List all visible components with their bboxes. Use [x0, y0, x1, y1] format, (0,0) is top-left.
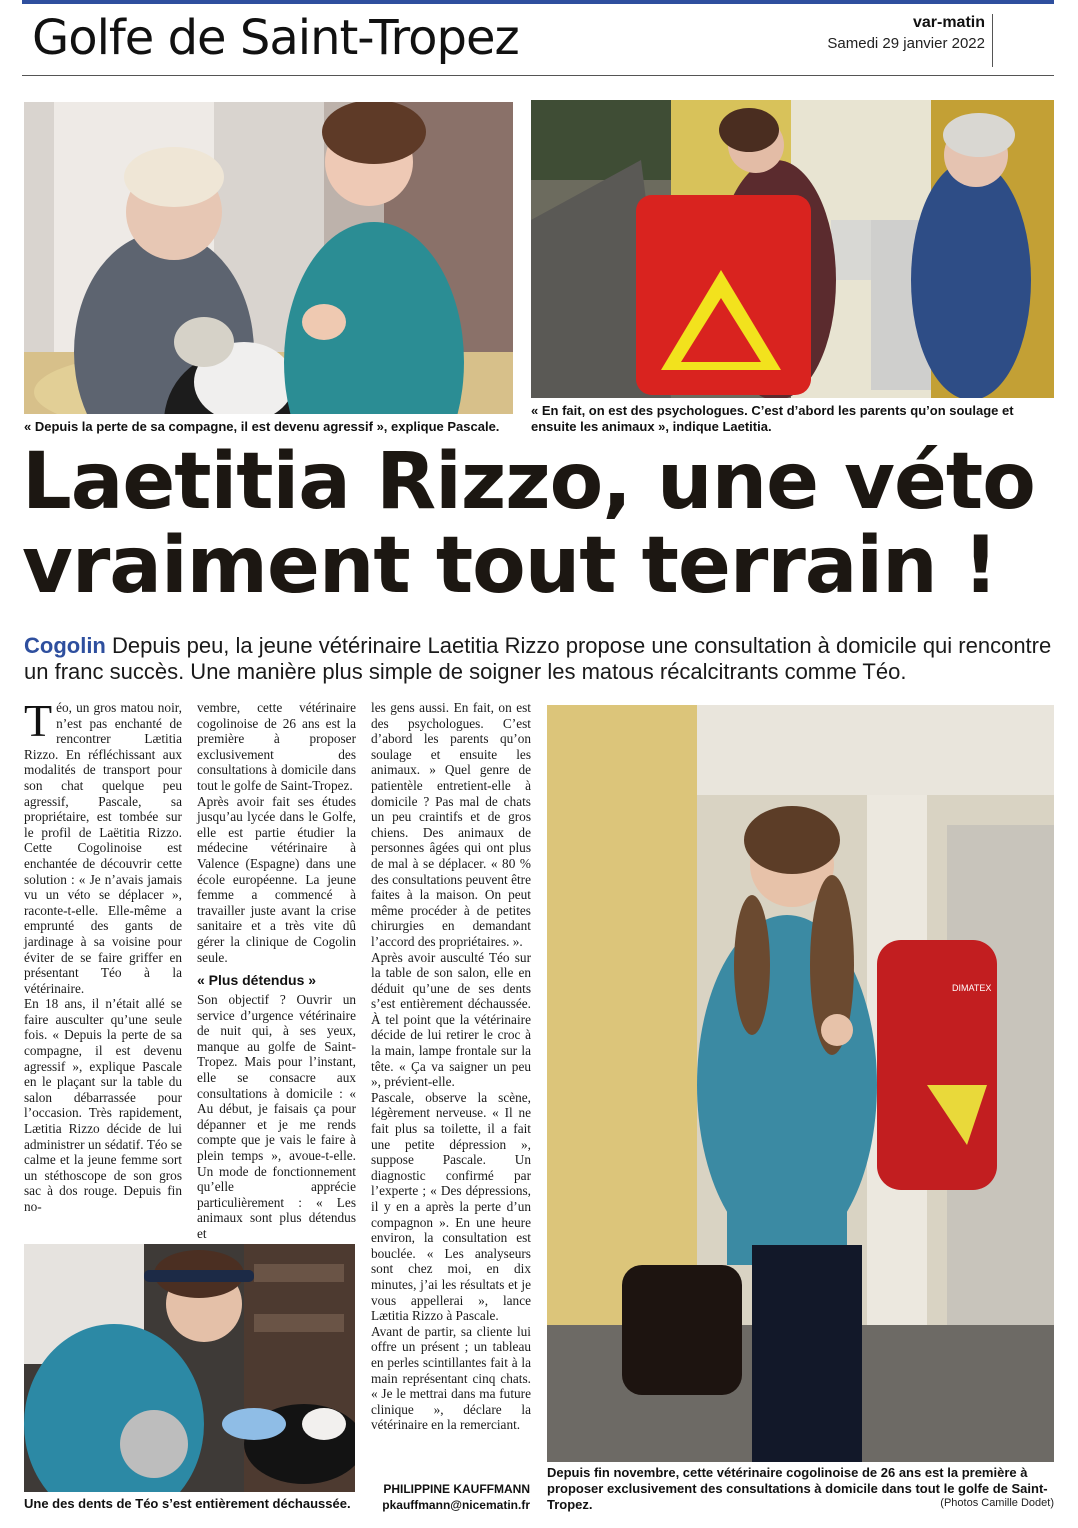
photo-tooth-extraction: [24, 1244, 355, 1492]
photo-caption: Depuis fin novembre, cette vétérinaire cogolinoise de 26 ans est la première à proposer exclusivement des consultations à domicile dans tout le golfe de Saint-Tropez.: [547, 1465, 1048, 1512]
article-column-3: [371, 700, 531, 1433]
article-headline: [22, 437, 1062, 611]
dateline-place: Cogolin: [24, 633, 106, 658]
headline-line: Laetitia Rizzo, une véto: [22, 437, 1035, 527]
photo-credit: (Photos Camille Dodet): [940, 1497, 1054, 1509]
paragraph: Après avoir fait ses études jusqu’au lycée dans le Golfe, elle est partie étudier la médecine vétérinaire à Valence (Espagne) dans une école européenne. La jeune femme a commencé à travailler juste avant la crise sanitaire et a très vite dû gérer la clinique de Cogolin seule.: [197, 793, 356, 965]
top-color-bar: [22, 0, 1054, 4]
paragraph-text: éo, un gros matou noir, n’est pas enchanté de rencontrer Lætitia Rizzo. En réfléchissant aux modalités de transport pour son chat quelque peu agressif, Pascale, sa propriétaire, est tombée sur le profil de Laëtitia Rizzo. Cette Cogolinoise est enchantée de découvrir cette solution : « Je n’avais jamais vu un véto se déplacer », raconte-t-elle. Elle-même a emprunté des gants de jardinage à sa voisine pour éviter de se faire griffer en présentant Téo à la vétérinaire.: [24, 700, 182, 996]
newspaper-name: var-matin: [912, 14, 985, 31]
paragraph: En 18 ans, il n’était allé se faire ausculter qu’une seule fois. « Depuis la perte de sa compagne, il est devenu agressif », explique Pascale en le plaçant sur la table du salon débarrassée pour l’occasion. Très rapidement, Lætitia Rizzo décide de lui administrer un sédatif. Téo se calme et la jeune femme sort un stéthoscope de son gros sac à dos rouge. Depuis fin no-: [24, 996, 182, 1214]
article-column-2: [197, 700, 356, 1242]
byline: [382, 1481, 530, 1513]
paragraph: les gens aussi. En fait, on est des psychologues. C’est d’abord les parents qu’on soulage et ensuite les animaux. » Quel genre de patientèle entretient-elle à domicile ? Pas mal de chats un peu craintifs et de gros chiens. Des animaux de personnes âgées qui ont plus de mal à se déplacer. « 80 % des consultations peuvent être faites à la maison. On peut même procéder à de petites chirurgies en demandant l’accord des propriétaires. ».: [371, 700, 531, 949]
bag-brand-label: DIMATEX: [952, 983, 992, 993]
photo-vet-portrait: [547, 705, 1054, 1462]
paragraph: Son objectif ? Ouvrir un service d’urgence vétérinaire de nuit qui, à ses yeux, manque au golfe de Saint-Tropez. Mais pour l’instant, elle se consacre aux consultations à domicile : « Au début, je faisais ça pour dépanner et je me rends compte que je vais le faire à plein temps », avoue-t-elle. Un mode de fonctionnement qu’elle apprécie particulièrement : « Les animaux sont plus détendus et: [197, 992, 356, 1241]
standfirst-text: Depuis peu, la jeune vétérinaire Laetitia Rizzo propose une consultation à domicile qui rencontre un franc succès. Une manière plus simple de soigner les matous récalcitrants comme Téo.: [24, 633, 1052, 684]
headline-line: vraiment tout terrain !: [22, 521, 998, 611]
photo-caption: « Depuis la perte de sa compagne, il est devenu agressif », explique Pascale.: [24, 419, 500, 434]
header-divider: [992, 14, 993, 67]
paragraph: vembre, cette vétérinaire cogolinoise de 26 ans est la première à proposer exclusivement des consultations à domicile dans tout le golfe de Saint-Tropez.: [197, 700, 356, 793]
paragraph: Pascale, observe la scène, légèrement nerveuse. « Il ne fait plus sa toilette, il a fait une petite dépression », suppose Pascale. Un diagnostic confirmé par l’experte ; « Des dépressions, il y en a après la perte d’un compagnon ». En une heure environ, la consultation est bouclée. « Les analyseurs sont chez moi, en dix minutes, j’ai les résultats et je vous appellerai », lance Lætitia Rizzo à Pascale.: [371, 1089, 531, 1324]
photo-caption: « En fait, on est des psychologues. C’est d’abord les parents qu’on soulage et ensuite les animaux », indique Laetitia.: [531, 403, 1014, 434]
paragraph: Avant de partir, sa cliente lui offre un présent ; un tableau en perles scintillantes fait à la main représentant cinq chats. « Je le mettrai dans ma future clinique », déclare la vétérinaire en la remerciant.: [371, 1323, 531, 1433]
section-title: Golfe de Saint-Tropez: [32, 10, 519, 66]
publication-date: Samedi 29 janvier 2022: [827, 35, 985, 52]
author-email: pkauffmann@nicematin.fr: [382, 1498, 530, 1512]
subheading: « Plus détendus »: [197, 972, 317, 989]
author-name: PHILIPPINE KAUFFMANN: [383, 1482, 530, 1496]
photo-vet-at-door: [531, 100, 1054, 398]
standfirst: [24, 633, 1064, 685]
drop-cap: T: [24, 695, 53, 746]
paragraph: [24, 695, 182, 996]
article-column-1: [24, 695, 182, 1215]
header-rule: [22, 75, 1054, 76]
photo-caption: Une des dents de Téo s’est entièrement déchaussée.: [24, 1496, 351, 1511]
paragraph: Après avoir ausculté Téo sur la table de son salon, elle en déduit qu’une de ses dents s’est entièrement déchaussée. À tel point que la vétérinaire décide de lui retirer le croc à la main, lampe frontale sur la tête. « Ça va saigner un peu », prévient-elle.: [371, 949, 531, 1090]
photo-owner-with-cat: [24, 102, 513, 414]
